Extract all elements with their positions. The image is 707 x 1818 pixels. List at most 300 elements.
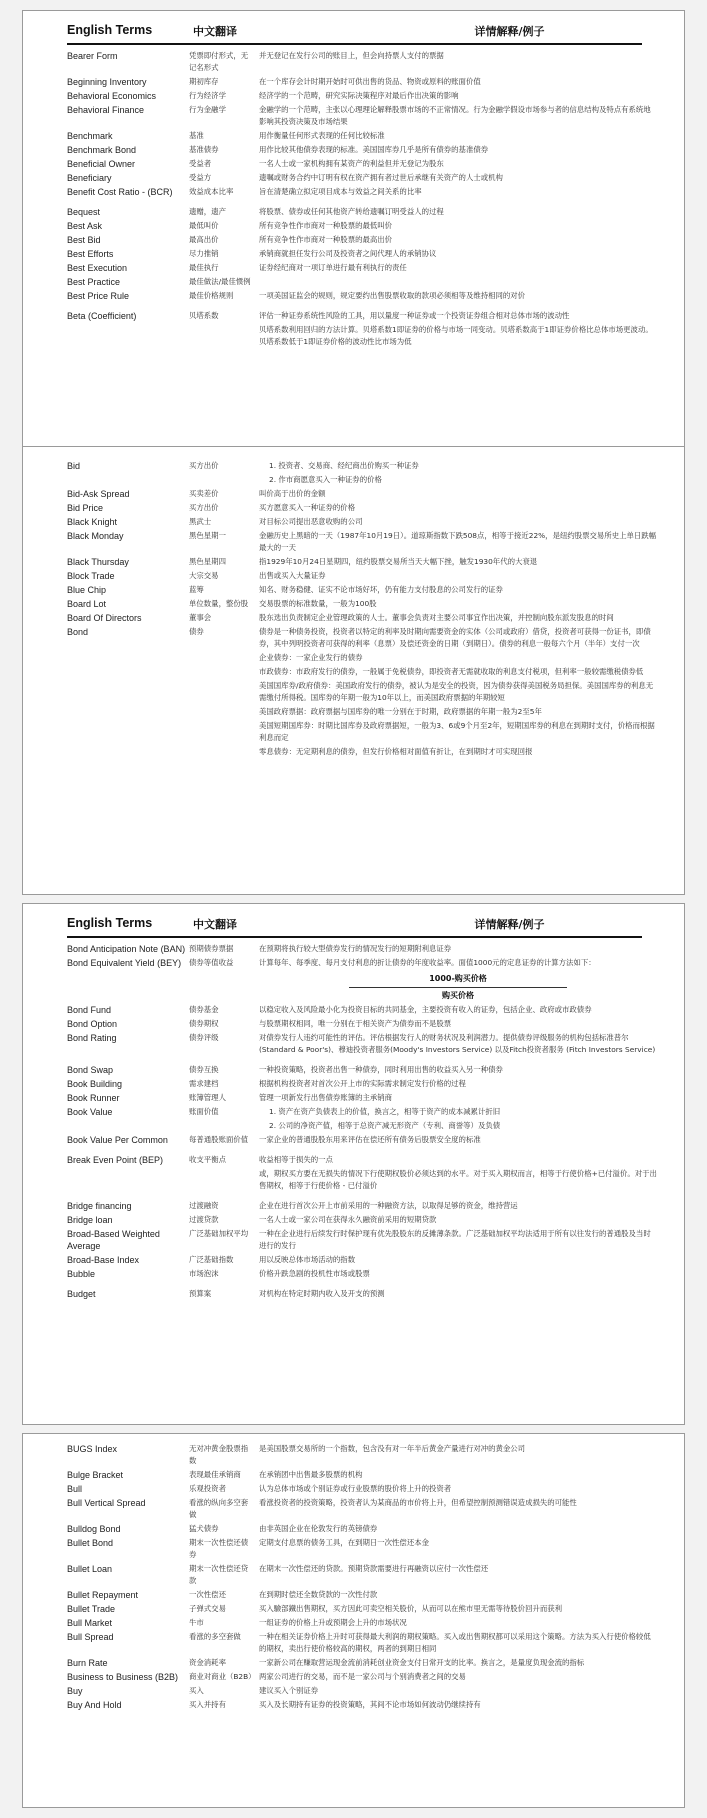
term-detail (259, 1017, 657, 1031)
table-row (67, 1442, 657, 1468)
detail-line: 买入及长期持有证券的投资策略，其间不论市场如何波动仍继续持有 (259, 1700, 481, 1709)
term-english: Behavioral Economics (67, 91, 157, 101)
term-chinese: 猛犬债券 (189, 1524, 219, 1533)
table-row (67, 1482, 657, 1496)
detail-line: 2. 作市商愿意买入一种证券的价格 (269, 475, 382, 484)
term-chinese: 期末一次性偿还贷款 (189, 1564, 249, 1585)
detail-line: 一家新公司在赚取营运现金流前消耗创业资金支付日常开支的比率。换言之，是量度负现金流的指标 (259, 1658, 585, 1667)
term-english: Bid Price (67, 503, 104, 513)
term-english: Bull Market (67, 1618, 113, 1628)
term-detail (259, 611, 657, 625)
term-english: Best Bid (67, 235, 101, 245)
table-row (67, 89, 657, 103)
term-chinese: 期末一次性偿还债券 (189, 1538, 249, 1559)
term-chinese: 买卖差价 (189, 489, 219, 498)
term-english: Budget (67, 1289, 96, 1299)
term-english: Bullet Bond (67, 1538, 114, 1548)
term-english: Bid-Ask Spread (67, 489, 130, 499)
term-english: Bridge financing (67, 1201, 132, 1211)
term-english: Book Value (67, 1107, 113, 1117)
table-row (67, 1281, 657, 1301)
glossary-panel-2 (22, 446, 685, 895)
term-chinese: 看涨的纵向多空套做 (189, 1498, 249, 1519)
detail-line: 一家企业的普通股股东用来评估在偿还所有债务后股票安全度的标准 (259, 1135, 481, 1144)
header-chinese-translation: 中文翻译 (193, 25, 237, 38)
term-detail (259, 487, 657, 501)
term-english: Bull Vertical Spread (67, 1498, 146, 1508)
table-row (67, 1227, 657, 1253)
table-row (67, 303, 657, 349)
term-english: Bridge loan (67, 1215, 113, 1225)
term-detail (259, 171, 657, 185)
glossary-table (67, 942, 657, 1301)
term-chinese: 资金消耗率 (189, 1658, 226, 1667)
term-detail (259, 129, 657, 143)
term-chinese: 黑色星期四 (189, 557, 226, 566)
term-english: Block Trade (67, 571, 115, 581)
header-english-terms: English Terms (67, 916, 153, 930)
detail-line: 以稳定收入及风险最小化为投资目标的共同基金，主要投资有收入的证券，包括企业、政府或市政债券 (259, 1005, 592, 1014)
table-row (67, 1630, 657, 1656)
table-row (67, 171, 657, 185)
detail-line: 对债券发行人违约可能性的评估。评估根据发行人的财务状况及利润潜力。提供债券评级服务的机构包括标准普尔(Standard & Poor's)、穆迪投资者服务(Moody's Investors Service) 以及Fitch投资者服务 (Fitch Investors Service) (259, 1033, 656, 1054)
detail-line: 或，期权买方要在无损失的情况下行使期权股价必须达到的水平。对于买入期权而言，相等于行使价格+已付溢价。对于出售期权，相等于行使价格 - 已付溢价 (259, 1169, 657, 1190)
term-chinese: 过渡贷款 (189, 1215, 219, 1224)
term-chinese: 表现最佳承销商 (189, 1470, 241, 1479)
detail-line: 经济学的一个范畴，研究实际决策程序对最后作出决策的影响 (259, 91, 459, 100)
term-chinese: 基准债券 (189, 145, 219, 154)
term-chinese: 债券等值收益 (189, 958, 234, 967)
term-chinese: 债券评级 (189, 1033, 219, 1042)
detail-line: 对机构在特定时期内收入及开支的预测 (259, 1289, 385, 1298)
detail-line: 知名、财务稳健、证实不论市场好坏，仍有能力支付股息的公司发行的证券 (259, 585, 503, 594)
detail-line: 在一个库存会计时期开始时可供出售的货品、物资或原料的账面价值 (259, 77, 481, 86)
detail-line: 由非英国企业在伦敦发行的英镑债券 (259, 1524, 378, 1533)
term-detail (259, 143, 657, 157)
term-chinese: 遗赠，遗产 (189, 207, 226, 216)
detail-line: 在到期时偿还全数贷款的一次性付款 (259, 1590, 378, 1599)
term-detail (259, 1602, 657, 1616)
detail-line: 所有竞争性作市商对一种股票的最低叫价 (259, 221, 393, 230)
term-english: Bubble (67, 1269, 96, 1279)
table-row (67, 1105, 657, 1133)
term-english: Business to Business (B2B) (67, 1672, 179, 1682)
detail-line: 出售或买入大量证券 (259, 571, 326, 580)
detail-line: 一种在企业进行后续发行时保护现有优先股股东的反摊薄条款。广泛基础加权平均法适用于所有以往发行的普通股及当时进行的发行 (259, 1229, 651, 1250)
table-row (67, 942, 657, 956)
term-detail (259, 233, 657, 247)
term-english: Broad-Base Index (67, 1255, 140, 1265)
table-row (67, 219, 657, 233)
term-detail (259, 199, 657, 219)
term-english: Best Execution (67, 263, 128, 273)
term-english: Broad-Based Weighted Average (67, 1229, 160, 1251)
detail-line: 一项美国证监会的规则，规定要约出售股票收取的款项必须相等及维持相同的对价 (259, 291, 526, 300)
term-english: Bond Option (67, 1019, 118, 1029)
term-chinese: 董事会 (189, 613, 212, 622)
detail-line: 对目标公司提出恶意收购的公司 (259, 517, 363, 526)
detail-line: 承销商就担任发行公司及投资者之间代理人的承销协议 (259, 249, 437, 258)
term-detail (259, 1562, 657, 1588)
term-english: Benchmark (67, 131, 113, 141)
term-english: Bullet Trade (67, 1604, 116, 1614)
table-row (67, 597, 657, 611)
detail-line: 美国政府票据：政府票据与国库券的唯一分别在于时期，政府票据的年期一般为2至5年 (259, 707, 542, 716)
term-english: Book Value Per Common (67, 1135, 168, 1145)
term-english: Best Practice (67, 277, 121, 287)
table-row (67, 143, 657, 157)
term-detail (259, 1588, 657, 1602)
table-row (67, 275, 657, 289)
detail-line: 在期末一次性偿还的贷款。预期贷款需要进行再融资以应付一次性偿还 (259, 1564, 489, 1573)
term-detail (259, 1077, 657, 1091)
term-detail (259, 103, 657, 129)
table-row (67, 1468, 657, 1482)
detail-line: 金融学的一个范畴，主张以心理理论解释股票市场的不正常情况。行为金融学假设市场参与者的信息结构及特点有系统地影响其投资决策及市场结果 (259, 105, 651, 126)
table-row (67, 247, 657, 261)
term-english: Bond Equivalent Yield (BEY) (67, 958, 182, 968)
detail-line: 购买价格 (442, 991, 474, 1000)
term-detail (259, 1496, 657, 1522)
glossary-table (67, 1442, 657, 1712)
term-english: Bulldog Bond (67, 1524, 121, 1534)
detail-line: 认为总体市场或个别证券或行业股票的股价将上升的投资者 (259, 1484, 452, 1493)
term-chinese: 广泛基础加权平均 (189, 1229, 249, 1238)
term-chinese: 大宗交易 (189, 571, 219, 580)
detail-line: 金融历史上黑暗的一天（1987年10月19日）。道琼斯指数下跌508点，相等于接近22%，是纽约股票交易所史上单日跌幅最大的一天 (259, 531, 657, 552)
detail-line: 用作衡量任何形式表现的任何比较标准 (259, 131, 385, 140)
table-row (67, 1091, 657, 1105)
term-english: Blue Chip (67, 585, 107, 595)
term-english: Bond Fund (67, 1005, 112, 1015)
term-chinese: 最佳执行 (189, 263, 219, 272)
term-detail (259, 942, 657, 956)
term-chinese: 期初库存 (189, 77, 219, 86)
detail-line: 将股票、债券或任何其他资产转给遗嘱订明受益人的过程 (259, 207, 444, 216)
term-detail (259, 1522, 657, 1536)
detail-line: 企业债券：一家企业发行的债券 (259, 653, 363, 662)
table-row (67, 1616, 657, 1630)
term-english: Bearer Form (67, 51, 118, 61)
detail-line: 评估一种证券系统性风险的工具，用以量度一种证券或一个投资证券组合相对总体市场的波动性 (259, 311, 570, 320)
table-row (67, 555, 657, 569)
term-detail (259, 1003, 657, 1017)
term-detail (259, 1698, 657, 1712)
table-row (67, 261, 657, 275)
detail-line: 所有竞争性作市商对一种股票的最高出价 (259, 235, 393, 244)
detail-line: 定期支付息票的债务工具，在到期日一次性偿还本金 (259, 1538, 429, 1547)
detail-line: 指1929年10月24日星期四，纽约股票交易所当天大幅下挫，触发1930年代的大衰退 (259, 557, 538, 566)
term-detail (259, 1105, 657, 1133)
term-chinese: 需求建档 (189, 1079, 219, 1088)
term-detail (259, 1057, 657, 1077)
table-row (67, 583, 657, 597)
term-english: Buy And Hold (67, 1700, 122, 1710)
table-row (67, 1213, 657, 1227)
term-detail (259, 1281, 657, 1301)
table-row (67, 459, 657, 487)
term-chinese: 受益者 (189, 159, 212, 168)
term-english: Bull Spread (67, 1632, 114, 1642)
table-row (67, 1193, 657, 1213)
term-detail (259, 1656, 657, 1670)
table-row (67, 1670, 657, 1684)
table-row (67, 1602, 657, 1616)
table-row (67, 1536, 657, 1562)
term-detail (259, 1670, 657, 1684)
term-english: Best Ask (67, 221, 103, 231)
term-chinese: 过渡融资 (189, 1201, 219, 1210)
term-detail (259, 75, 657, 89)
table-row (67, 1031, 657, 1057)
term-english: Beneficiary (67, 173, 112, 183)
term-detail (259, 501, 657, 515)
detail-line: 1000-购买价格 (349, 973, 567, 988)
detail-line: 旨在清楚确立拟定项目成本与效益之间关系的比率 (259, 187, 422, 196)
table-row (67, 956, 657, 1003)
term-detail (259, 555, 657, 569)
table-row (67, 233, 657, 247)
table-row (67, 157, 657, 171)
term-chinese: 债券基金 (189, 1005, 219, 1014)
glossary-table (67, 49, 657, 349)
term-detail (259, 529, 657, 555)
detail-line: 一名人士或一家公司在获得永久融资前采用的短期贷款 (259, 1215, 437, 1224)
term-detail (259, 1147, 657, 1193)
term-detail (259, 219, 657, 233)
term-english: Bulge Bracket (67, 1470, 124, 1480)
term-chinese: 账簿管理人 (189, 1093, 226, 1102)
term-english: Board Lot (67, 599, 107, 609)
detail-line: 股东选出负责制定企业管理政策的人士。董事会负责对主要公司事宜作出决策，并控制向股东派发股息的时间 (259, 613, 614, 622)
detail-line: 证券经纪商对一项订单进行最有利执行的责任 (259, 263, 407, 272)
detail-line: 贝塔系数利用回归的方法计算。贝塔系数1即证券的价格与市场一同变动。贝塔系数高于1即证券价格比总体市场更波动。贝塔系数低于1即证券价格的波动性比市场为低 (259, 325, 653, 346)
table-row (67, 515, 657, 529)
term-english: Bond Swap (67, 1065, 114, 1075)
term-chinese: 预算案 (189, 1289, 212, 1298)
header-detail: 详情解释/例子 (474, 918, 545, 931)
term-chinese: 债券 (189, 627, 204, 636)
table-row (67, 199, 657, 219)
term-english: Bond (67, 627, 89, 637)
term-chinese: 效益成本比率 (189, 187, 234, 196)
table-header (67, 19, 642, 45)
term-english: Behavioral Finance (67, 105, 145, 115)
term-english: Beginning Inventory (67, 77, 147, 87)
term-english: Bull (67, 1484, 83, 1494)
term-chinese: 黑色星期一 (189, 531, 226, 540)
term-chinese: 最低叫价 (189, 221, 219, 230)
glossary-panel-1 (22, 10, 685, 462)
table-row (67, 569, 657, 583)
table-row (67, 1684, 657, 1698)
term-detail (259, 49, 657, 75)
term-detail (259, 261, 657, 275)
term-detail (259, 1133, 657, 1147)
detail-line: 一名人士或一家机构拥有某资产的利益但并无登记为股东 (259, 159, 444, 168)
term-detail (259, 1267, 657, 1281)
term-english: Best Efforts (67, 249, 114, 259)
term-chinese: 买方出价 (189, 503, 219, 512)
term-chinese: 买方出价 (189, 461, 219, 470)
detail-line: 根据机构投资者对首次公开上市的实际需求制定发行价格的过程 (259, 1079, 466, 1088)
term-chinese: 买入 (189, 1686, 204, 1695)
term-detail (259, 1227, 657, 1253)
detail-line: 美国国库券/政府债券：美国政府发行的债券，被认为是安全的投资，因为债券获得美国税务局担保。美国国库券的利息无需缴付所得税。国库券的年期一般为10年以上，而美国政府票据的年期较短 (259, 681, 654, 702)
term-english: Book Runner (67, 1093, 120, 1103)
term-english: Black Monday (67, 531, 124, 541)
term-chinese: 贝塔系数 (189, 311, 219, 320)
term-chinese: 乐观投资者 (189, 1484, 226, 1493)
term-detail (259, 1684, 657, 1698)
glossary-panel-4 (22, 1433, 685, 1808)
detail-line: 管理一项新发行出售债券账簿的主承销商 (259, 1093, 393, 1102)
detail-line: 企业在进行首次公开上市前采用的一种融资方法，以取得足够的资金，维持营运 (259, 1201, 518, 1210)
term-chinese: 行为金融学 (189, 105, 226, 114)
table-row (67, 625, 657, 759)
term-chinese: 蓝筹 (189, 585, 204, 594)
term-detail (259, 1213, 657, 1227)
term-detail (259, 597, 657, 611)
table-row (67, 75, 657, 89)
detail-line: 零息债券：无定期利息的债券，但发行价格相对面值有折让，在到期时才可实现回报 (259, 747, 533, 756)
term-chinese: 牛市 (189, 1618, 204, 1627)
term-detail (259, 1616, 657, 1630)
term-chinese: 最高出价 (189, 235, 219, 244)
table-row (67, 501, 657, 515)
term-chinese: 尽力推销 (189, 249, 219, 258)
term-english: Best Price Rule (67, 291, 130, 301)
term-chinese: 基准 (189, 131, 204, 140)
table-row (67, 1147, 657, 1193)
term-chinese: 预期债券票据 (189, 944, 234, 953)
term-english: Burn Rate (67, 1658, 108, 1668)
detail-line: 并无登记在发行公司的账目上，但会向持票人支付的票据 (259, 51, 444, 60)
detail-line: 1. 投资者、交易商、经纪商出价购买一种证券 (269, 461, 419, 470)
detail-line: 遗嘱或财务合约中订明有权在资产拥有者过世后承继有关资产的人士或机构 (259, 173, 503, 182)
detail-line: 市政债券：市政府发行的债券，一般属于免税债券，即投资者无需就收取的利息支付税项，但利率一般较需缴税债券低 (259, 667, 644, 676)
detail-line: 2. 公司的净资产值，相等于总资产减无形资产（专利、商誉等）及负债 (269, 1121, 501, 1130)
detail-line: 债券是一种债务投资，投资者以特定的利率及时期向需要资金的实体（公司或政府）借贷，投资者可获得一份证书，即债券，其中列明投资者可获得的利率（息票）及偿还资金的日期（到期日）。债券的利息一般每六个月（半年）支付一次 (259, 627, 651, 648)
table-row (67, 1496, 657, 1522)
term-detail (259, 1468, 657, 1482)
detail-line: 用作比较其他债券表现的标准。美国国库券几乎是所有债券的基准债券 (259, 145, 489, 154)
term-english: Board Of Directors (67, 613, 142, 623)
table-row (67, 1698, 657, 1712)
term-detail (259, 157, 657, 171)
term-chinese: 每普通股账面价值 (189, 1135, 249, 1144)
term-chinese: 市场泡沫 (189, 1269, 219, 1278)
term-detail (259, 459, 657, 487)
term-english: Black Thursday (67, 557, 129, 567)
term-detail (259, 1091, 657, 1105)
term-detail (259, 583, 657, 597)
term-chinese: 债券期权 (189, 1019, 219, 1028)
table-row (67, 1017, 657, 1031)
term-chinese: 收支平衡点 (189, 1155, 226, 1164)
term-chinese: 买入并持有 (189, 1700, 226, 1709)
header-english-terms: English Terms (67, 23, 153, 37)
table-row (67, 1267, 657, 1281)
header-chinese-translation: 中文翻译 (193, 918, 237, 931)
detail-line: 与股票期权相同，唯一分别在于相关资产为债券而不是股票 (259, 1019, 452, 1028)
detail-line: 在预期将执行较大型债券发行的情况发行的短期附利息证券 (259, 944, 452, 953)
term-detail (259, 1031, 657, 1057)
term-detail (259, 1482, 657, 1496)
term-english: Bond Anticipation Note (BAN) (67, 944, 186, 954)
term-detail (259, 625, 657, 759)
table-row (67, 1588, 657, 1602)
term-chinese: 债券互换 (189, 1065, 219, 1074)
term-chinese: 最佳价格规则 (189, 291, 234, 300)
table-row (67, 49, 657, 75)
header-detail: 详情解释/例子 (474, 25, 545, 38)
term-english: Benefit Cost Ratio - (BCR) (67, 187, 173, 197)
detail-line: 两家公司进行的交易，而不是一家公司与个别消费者之间的交易 (259, 1672, 466, 1681)
term-english: Buy (67, 1686, 83, 1696)
term-chinese: 最佳做法/最佳惯例 (189, 277, 251, 286)
term-detail (259, 1253, 657, 1267)
glossary-table (67, 459, 657, 759)
table-row (67, 103, 657, 129)
table-row (67, 185, 657, 199)
detail-line: 买入驗部鐵出售期权，买方因此可卖空相关股价，从而可以在熊市里无需等待股价回升而获利 (259, 1604, 563, 1613)
detail-line: 一种在相关证券价格上升时可获得最大利润的期权策略。买入或出售期权都可以采用这个策略。方法为买入行使价格较低的期权，卖出行使价格较高的期权，两者的到期日相同 (259, 1632, 651, 1653)
table-row (67, 1057, 657, 1077)
table-row (67, 1003, 657, 1017)
term-english: Break Even Point (BEP) (67, 1155, 164, 1165)
detail-line: 一组证券的价格上升或预期会上升的市场状况 (259, 1618, 407, 1627)
table-row (67, 611, 657, 625)
term-detail (259, 185, 657, 199)
term-english: Benchmark Bond (67, 145, 137, 155)
term-english: BUGS Index (67, 1444, 118, 1454)
detail-line: 交易股票的标准数量，一般为100股 (259, 599, 377, 608)
table-row (67, 1133, 657, 1147)
detail-line: 价格升跌急剧的投机性市场或股票 (259, 1269, 370, 1278)
table-row (67, 1656, 657, 1670)
term-english: Book Building (67, 1079, 123, 1089)
term-detail (259, 247, 657, 261)
term-chinese: 行为经济学 (189, 91, 226, 100)
detail-line: 叫价高于出价的金额 (259, 489, 326, 498)
detail-line: 计算每年、每季度、每月支付利息的折让债券的年度收益率。面值1000元的定息证券的计算方法如下： (259, 958, 596, 967)
term-detail (259, 956, 657, 1003)
term-chinese: 看涨的多空套做 (189, 1632, 241, 1641)
term-english: Bequest (67, 207, 101, 217)
table-header (67, 912, 642, 938)
term-detail (259, 303, 657, 349)
term-detail (259, 569, 657, 583)
detail-line: 建议买入个别证券 (259, 1686, 319, 1695)
table-row (67, 529, 657, 555)
table-row (67, 1077, 657, 1091)
table-row (67, 1562, 657, 1588)
term-english: Black Knight (67, 517, 118, 527)
term-english: Bullet Repayment (67, 1590, 139, 1600)
term-chinese: 账面价值 (189, 1107, 219, 1116)
term-english: Bond Rating (67, 1033, 117, 1043)
table-row (67, 129, 657, 143)
detail-line: 1. 资产在资产负债表上的价值，换言之，相等于资产的成本减累计折旧 (269, 1107, 501, 1116)
detail-line: 在承销团中出售最多股票的机构 (259, 1470, 363, 1479)
term-detail (259, 1442, 657, 1468)
term-detail (259, 289, 657, 303)
term-chinese: 凭票即付形式，无记名形式 (189, 51, 249, 72)
detail-line: 收益相等于损失的一点 (259, 1155, 333, 1164)
detail-line: 是美国股票交易所的一个指数，包含没有对一年半后黄金产量进行对冲的黄金公司 (259, 1444, 526, 1453)
term-english: Beta (Coefficient) (67, 311, 137, 321)
